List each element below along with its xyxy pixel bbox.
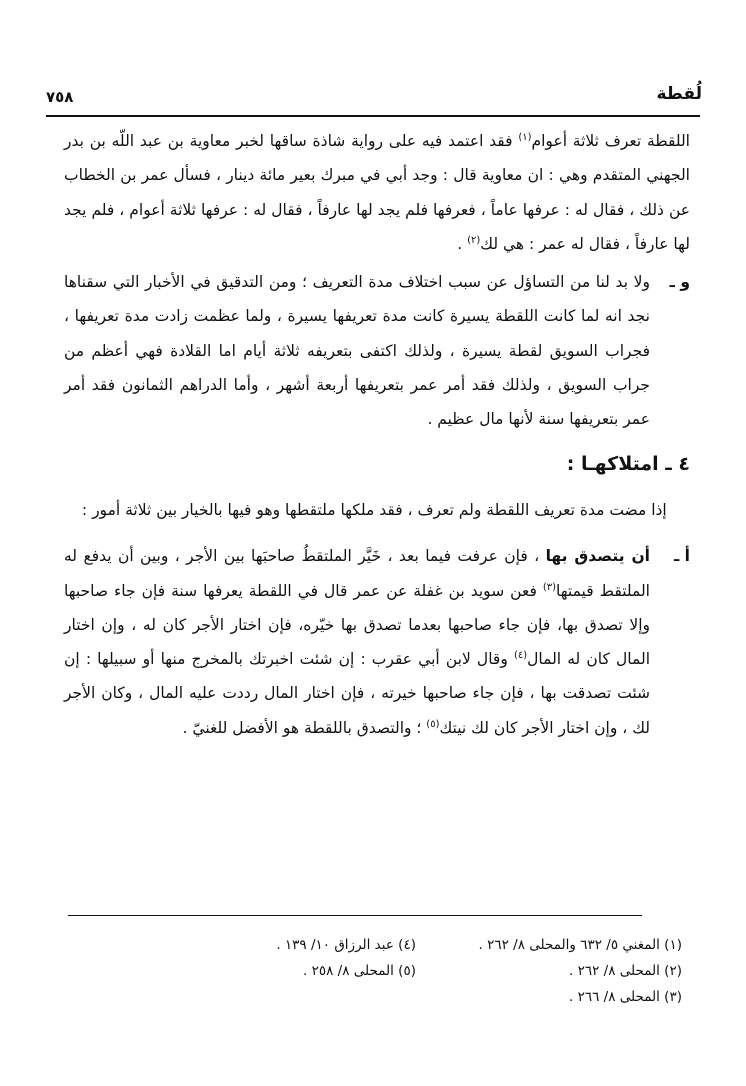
list-marker: و ـ: [669, 273, 690, 292]
list-item-waw: [64, 265, 690, 436]
header-rule: [46, 115, 700, 117]
list-item-alif: أ ـ أن يتصدق بها ، فإن عرفت فيما بعد ، خَيَّر الملتقطُ صاحبَها بين الأجر ، وبين أن يدفع له الملتقط قيمتها$^{(٣)}$ فعن سويد بن غفلة عن عمر قال في اللقطة يعرفها سنة فإن جاء صاحبها وإلا تصدق بها، فإن جاء صاحبها بعدما تصدق بها خيّره، فإن اختار الأجر كان له ، وإن اختار المال كان له المال$^{(٤)}$ وقال لابن أبي عقرب : إن شئت اخبرتك بالمخرج منها أو سبيلها : إن شئت تصدقت بها ، فإن جاء صاحبها خيرته ، فإن اختار المال رددت عليه المال ، وكان الأجر لك ، وإن اختار الأجر كان لك نيتك$^{(٥)}$ ؛ والتصدق باللقطة هو الأفضل للغنيّ .: [64, 539, 690, 745]
footnotes: [150, 932, 682, 1010]
list-item-text: ولا بد لنا من التساؤل عن سبب اختلاف مدة التعريف ؛ ومن التدقيق في الأخبار التي سقناها نجد انه لما كانت اللقطة يسيرة كانت مدة تعريفها يسيرة ، ولما عظمت زادت مدة تعريفها ، فجراب السويق لقطة يسيرة ، ولذلك اكتفى بتعريفه ثلاثة أيام اما القلادة فهي أعظم من جراب السويق ، ولذلك فقد أمر عمر بتعريفها أربعة أشهر ، وأما الدراهم الثمانون فقد أمر عمر بتعريفها سنة لأنها مال عظيم .: [64, 273, 650, 429]
footnote-ref-5: (٥): [426, 718, 440, 730]
footnote-ref-3: (٣): [542, 581, 557, 593]
body-text: [64, 124, 690, 745]
paragraph: إذا مضت مدة تعريف اللقطة ولم تعرف ، فقد ملكها ملتقطها وهو فيها بالخيار بين ثلاثة أمور :: [81, 500, 667, 519]
footnotes-column-right: [416, 932, 682, 1010]
footnote: (٣) المحلى ٨/ ٢٦٦ .: [569, 989, 682, 1005]
paragraph-continuation: اللقطة تعرف ثلاثة أعوام$^{(١)}$ فقد اعتمد فيه على رواية شاذة ساقها لخبر معاوية بن عبد اللّه بن بدر الجهني المتقدم وهي : ان معاوية قال : وجد أبي في مبرك بعير مائة دينار ، فسأل عمر بن الخطاب عن ذلك ، فقال له : عرفها عاماً ، فعرفها فلم يجد لها عارفاً ، فقال له : عرفها ثلاثة أعوام ، فلم يجد لها عارفاً ، فقال له عمر : هي لك$^{(٢)}$ .: [64, 131, 690, 253]
page-header: [46, 84, 702, 114]
footnote: (١) المغني ٥/ ٦٣٢ والمحلى ٨/ ٢٦٢ .: [478, 937, 682, 953]
list-item-lead: أن يتصدق بها: [545, 547, 650, 566]
page-number: ٧٥٨: [46, 88, 74, 106]
footnote-ref-1: (١): [518, 131, 532, 143]
section-heading: ٤ ـ امتلاكهـا :: [566, 452, 690, 475]
footnote: (٥) المحلى ٨/ ٢٥٨ .: [303, 963, 416, 979]
list-marker: أ ـ: [673, 547, 690, 566]
footnotes-column-left: [150, 932, 416, 1010]
running-head: لُقطة: [656, 84, 702, 104]
footnote: (٤) عبد الرزاق ١٠/ ١٣٩ .: [276, 937, 416, 953]
footnote-ref-2: (٢): [467, 234, 481, 246]
footnote: (٢) المحلى ٨/ ٢٦٢ .: [569, 963, 682, 979]
footnote-ref-4: (٤): [513, 650, 528, 661]
footnote-rule: [68, 915, 642, 916]
